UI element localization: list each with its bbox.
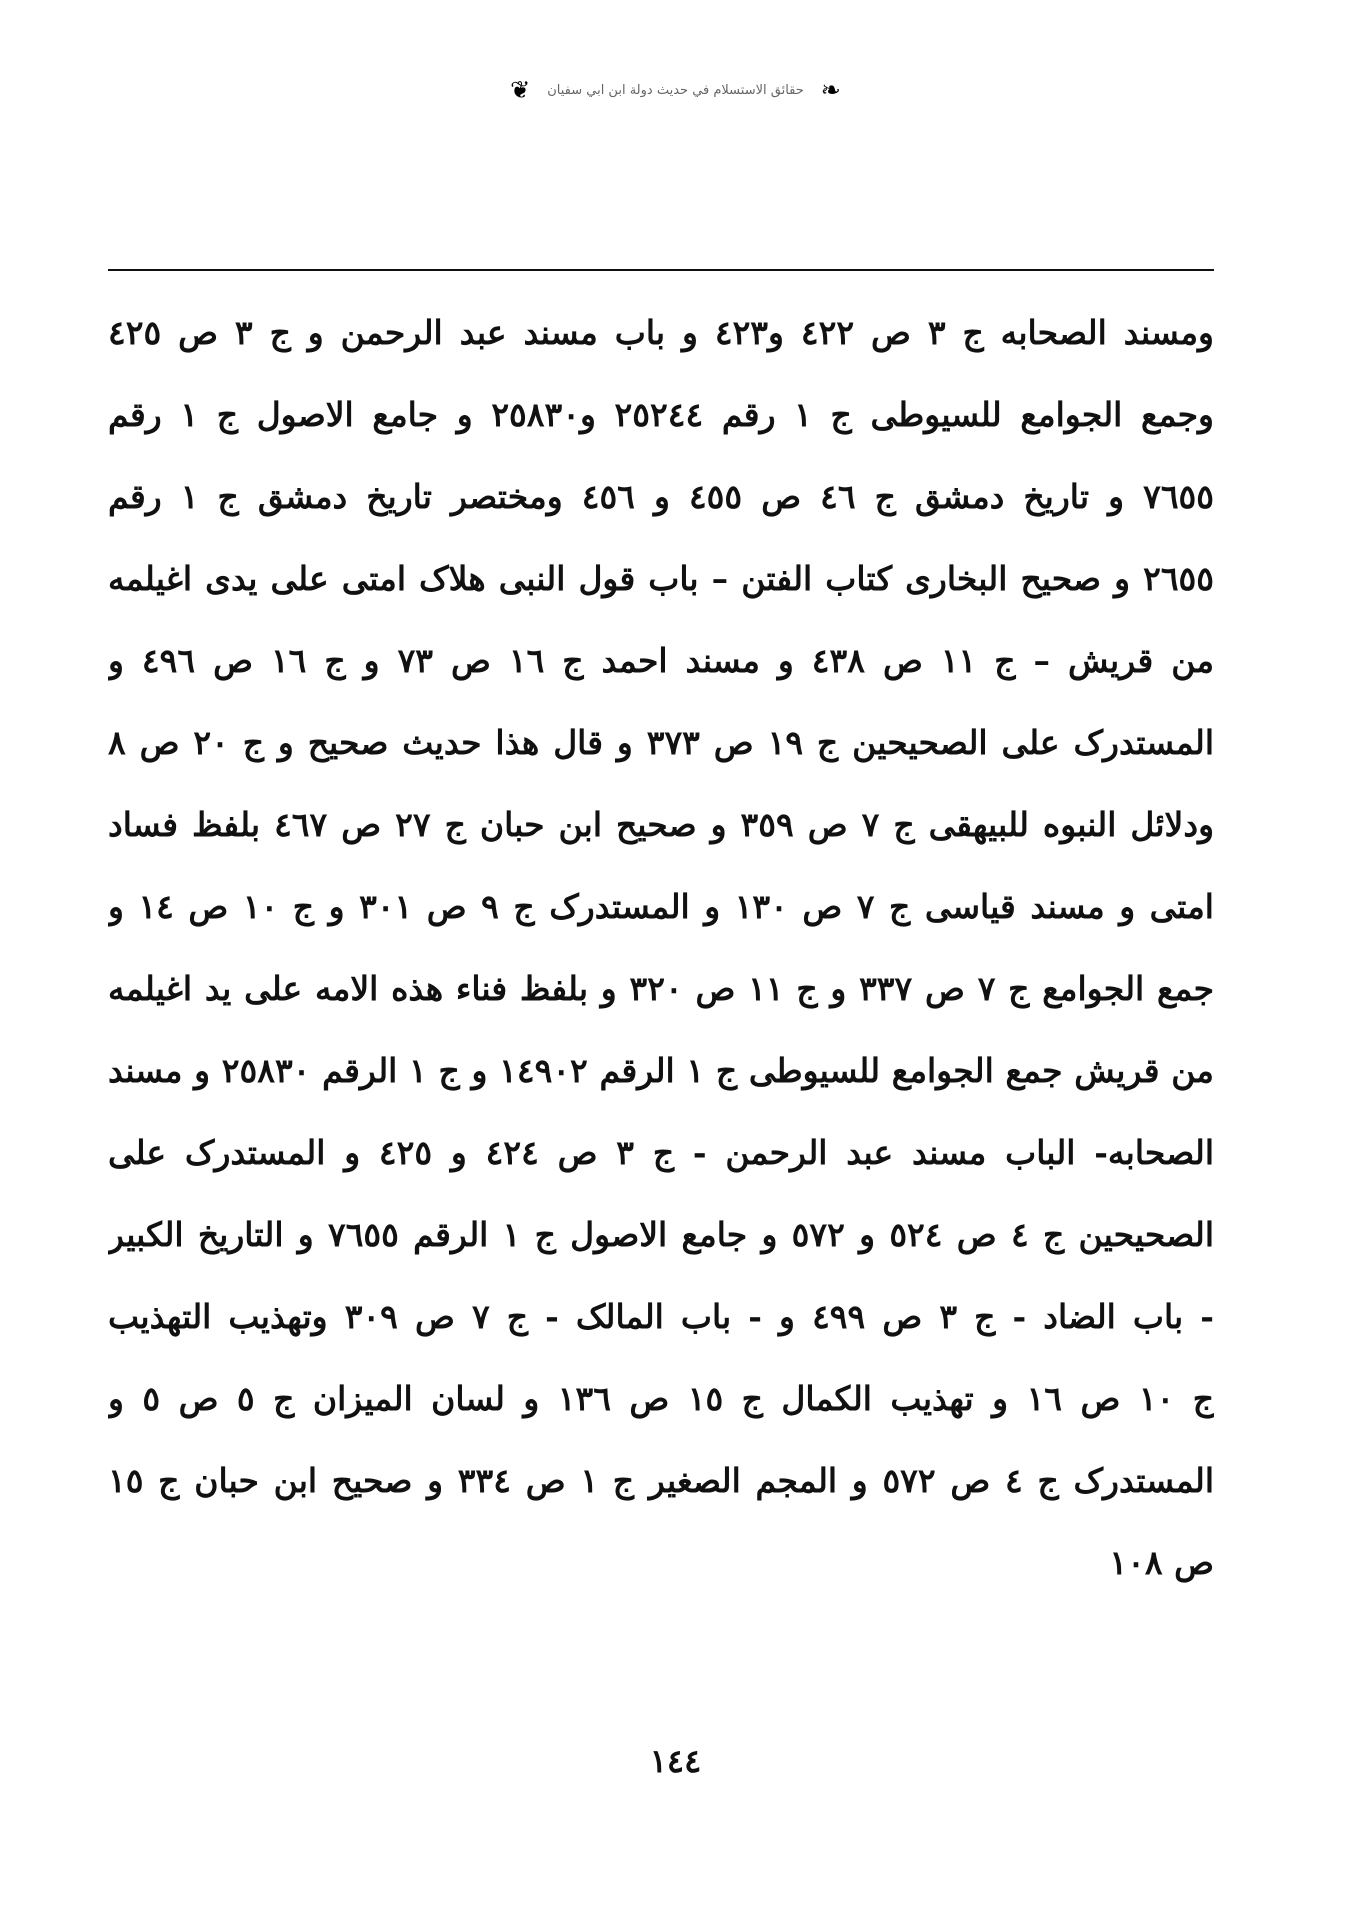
ornament-left-icon: ❦ [510,76,531,104]
running-header [0,70,1351,110]
text-line: الصحابه- الباب مسند عبد الرحمن - ج ٣ ص ٤٢٤ و ٤٢٥ و المستدرک على [108,1133,1214,1172]
text-line: ٧٦٥٥ و تاريخ دمشق ج ٤٦ ص ٤٥٥ و ٤٥٦ ومختصر تاريخ دمشق ج ١ رقم [108,477,1214,516]
header-divider [108,269,1214,271]
text-line: - باب الضاد - ج ٣ ص ٤٩٩ و - باب المالک - ج ٧ ص ٣٠٩ وتهذيب التهذيب [108,1297,1214,1336]
footnote-text [108,292,1214,1604]
text-line: ص ١٠٨ [1109,1543,1214,1582]
text-line: ٢٦٥٥ و صحيح البخارى كتاب الفتن – باب قول النبى هلاک امتى على يدى اغيلمه [108,559,1214,598]
text-line: ودلائل النبوه للبيهقى ج ٧ ص ٣٥٩ و صحيح ابن حبان ج ٢٧ ص ٤٦٧ بلفظ فساد [108,805,1214,844]
page-number: ١٤٤ [649,1742,702,1780]
text-line: وجمع الجوامع للسيوطى ج ١ رقم ٢٥٢٤٤ و٢٥٨٣٠ و جامع الاصول ج ١ رقم [108,395,1214,434]
text-line: المستدرک ج ٤ ص ٥٧٢ و المجم الصغير ج ١ ص ٣٣٤ و صحيح ابن حبان ج ١٥ [108,1461,1214,1500]
text-line: ج ١٠ ص ١٦ و تهذيب الكمال ج ١٥ ص ١٣٦ و لسان الميزان ج ٥ ص ٥ و [108,1379,1214,1418]
ornament-right-icon: ❧ [820,76,841,104]
text-line: جمع الجوامع ج ٧ ص ٣٣٧ و ج ١١ ص ٣٢٠ و بلفظ فناء هذه الامه على يد اغيلمه [108,969,1214,1008]
text-line: الصحيحين ج ٤ ص ٥٢٤ و ٥٧٢ و جامع الاصول ج ١ الرقم ٧٦٥٥ و التاريخ الكبير [108,1215,1214,1254]
text-line: المستدرک على الصحيحين ج ١٩ ص ٣٧٣ و قال هذا حديث صحيح و ج ٢٠ ص ٨ [108,723,1214,762]
text-line: من قريش – ج ١١ ص ٤٣٨ و مسند احمد ج ١٦ ص ٧٣ و ج ١٦ ص ٤٩٦ و [108,641,1214,680]
text-line: امتى و مسند قياسى ج ٧ ص ١٣٠ و المستدرک ج ٩ ص ٣٠١ و ج ١٠ ص ١٤ و [108,887,1214,926]
text-line: ومسند الصحابه ج ٣ ص ٤٢٢ و٤٢٣ و باب مسند عبد الرحمن و ج ٣ ص ٤٢٥ [108,313,1214,352]
running-header-title: حقائق الاستسلام في حديث دولة ابن ابي سفيان [547,82,804,98]
text-line: من قريش جمع الجوامع للسيوطى ج ١ الرقم ١٤٩٠٢ و ج ١ الرقم ٢٥٨٣٠ و مسند [108,1051,1214,1090]
